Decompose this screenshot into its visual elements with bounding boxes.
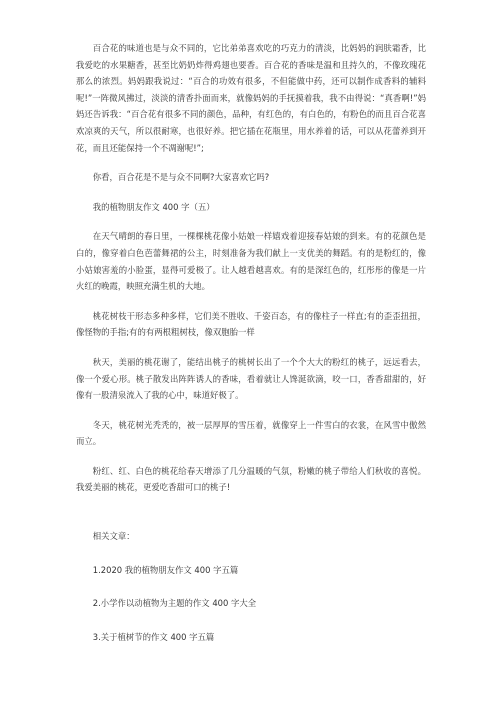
- paragraph-peach-spring: 在天气晴朗的春日里，一棵棵桃花像小姑娘一样嬉戏着迎接春姑娘的到来。有的花颜色是白的，像穿着白色芭蕾舞裙的公主，时刻准备为我们献上一支优美的舞蹈。有的是粉红的，像小姑娘害羞的小脸蛋，显得可爱极了。让人越看越喜欢。有的是深红色的，红彤彤的像是一片火红的晚霞，映照充满生机的大地。: [76, 231, 426, 292]
- paragraph-peach-autumn: 秋天，美丽的桃花谢了，能结出桃子的桃树长出了一个个大大的粉红的桃子，远远看去，像一个爱心形。桃子散发出阵阵诱人的香味，看着就让人馋涎欲滴，咬一口，香香甜甜的，好像有一股清泉流入了我的心中，味道好极了。: [76, 356, 426, 401]
- related-articles-title: 相关文章：: [92, 531, 135, 541]
- paragraph-peach-conclusion: 粉红、红、白色的桃花给春天增添了几分温暖的气氛，粉嫩的桃子带给人们秋收的喜悦。我爱美丽的桃花，更爱吃香甜可口的桃子!: [76, 465, 426, 493]
- related-article-item: [76, 595, 426, 612]
- paragraph-lily-fragrance: 百合花的味道也是与众不同的，它比弟弟喜欢吃的巧克力的清淡，比妈妈的润肤霜香，比我爱吃的水果糖香，甚至比奶奶炸得鸡翅也要香。百合花的香味是温和且持久的，不像玫瑰花那么的浓烈。妈妈跟我说过：“百合的功效有很多，不但能做中药，还可以制作成香料的辅料呢!”一阵微风拂过，淡淡的清香扑面而来，就像妈妈的手抚摸着我，我不由得说：“真香啊!”妈妈还告诉我：“百合花有很多不同的颜色，品种，有红色的，有白色的，有粉色的而且百合花喜欢凉爽的天气，所以很耐寒，也很好养。把它插在花瓶里，用水养着的话，可以从花蕾养到开花，而且还能保持一个不凋谢呢!”;: [76, 43, 426, 153]
- related-article-link-3[interactable]: 3.关于植树节的作文 400 字五篇: [92, 631, 215, 642]
- related-article-item: [76, 562, 426, 579]
- article-body: [76, 40, 426, 496]
- related-articles-list: [76, 562, 426, 646]
- paragraph-peach-winter: 冬天，桃花树光秃秃的，被一层厚厚的雪压着，就像穿上一件雪白的衣裳，在风雪中傲然而立。: [76, 419, 426, 447]
- paragraph-lily-question: 你看，百合花是不是与众不同啊?大家喜欢它吗?: [92, 172, 270, 183]
- related-article-link-1[interactable]: 1.2020 我的植物朋友作文 400 字五篇: [92, 564, 239, 575]
- related-articles: [76, 528, 426, 645]
- related-article-item: [76, 629, 426, 646]
- related-article-link-2[interactable]: 2.小学作以动植物为主题的作文 400 字大全: [92, 598, 257, 609]
- section-heading: 我的植物朋友作文 400 字（五）: [92, 201, 215, 212]
- paragraph-peach-branches: 桃花树枝干形态多种多样，它们美不胜收、千姿百态，有的像柱子一样直;有的歪歪扭扭，像怪物的手指;有的有两根粗树枝，像双胞胎一样: [76, 310, 426, 338]
